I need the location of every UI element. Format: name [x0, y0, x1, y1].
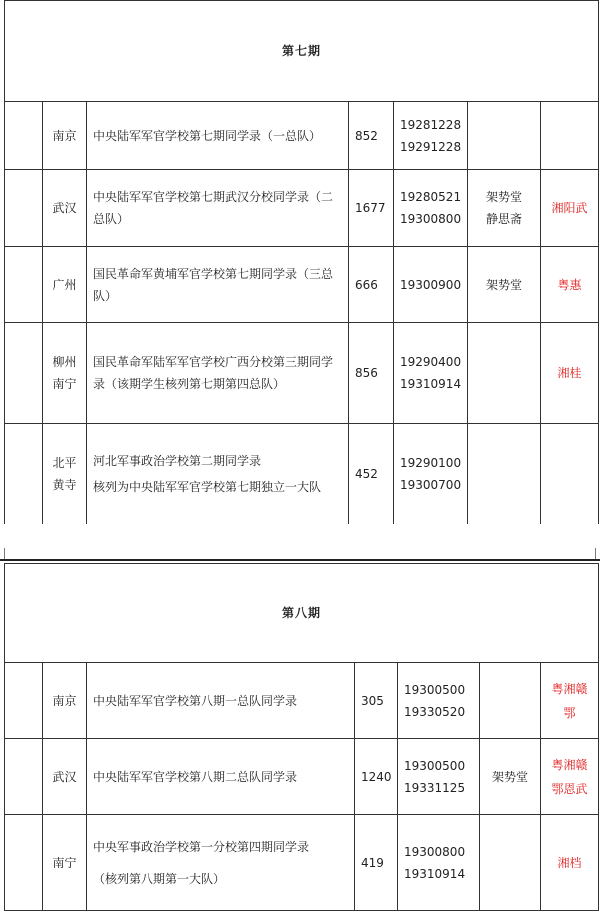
- table-row: [5, 323, 599, 424]
- date-range-cell: [398, 815, 480, 911]
- province-cell: 湘阳武: [541, 170, 599, 247]
- table-row: [5, 815, 599, 911]
- end-date: 19310914: [404, 866, 466, 881]
- province-cell: 粤惠: [541, 247, 599, 323]
- hall-cell: [480, 663, 541, 739]
- date-range-cell: [394, 323, 468, 424]
- hall-cell: 架势堂: [480, 739, 541, 815]
- start-date: 19290400: [400, 355, 462, 369]
- province-cell: 粤湘赣 鄂: [541, 663, 599, 739]
- page-break-line: [0, 559, 600, 561]
- end-date: 19331125: [404, 780, 466, 795]
- hall-cell: [468, 102, 541, 170]
- student-count-cell: 452: [349, 424, 394, 525]
- page-corner-mark: [4, 548, 5, 559]
- province-cell: [541, 102, 599, 170]
- start-date: 19290100: [400, 456, 462, 470]
- period-8-table: [4, 563, 599, 911]
- student-count-cell: 666: [349, 247, 394, 323]
- table-row: [5, 170, 599, 247]
- table-row: [5, 424, 599, 525]
- end-date: 19300700: [400, 478, 462, 492]
- table-row: [5, 663, 599, 739]
- end-date: 19310914: [400, 377, 462, 391]
- page-corner-mark: [595, 548, 596, 559]
- start-date: 19300500: [404, 682, 466, 697]
- province-cell: 湘桂: [541, 323, 599, 424]
- hall-cell: [480, 815, 541, 911]
- location-cell: 南京: [43, 663, 87, 739]
- location-cell: 柳州 南宁: [43, 323, 87, 424]
- yearbook-title-cell: 中央陆军军官学校第八期一总队同学录: [87, 663, 355, 739]
- start-date: 19300900: [400, 277, 462, 292]
- province-cell: 粤湘赣 鄂恩武: [541, 739, 599, 815]
- province-cell: 湘档: [541, 815, 599, 911]
- date-range-cell: [394, 170, 468, 247]
- location-cell: 南宁: [43, 815, 87, 911]
- location-cell: 北平 黄寺: [43, 424, 87, 525]
- yearbook-title-cell: 河北军事政治学校第二期同学录 核列为中央陆军军官学校第七期独立一大队: [87, 424, 349, 525]
- student-count-cell: 1677: [349, 170, 394, 247]
- date-range-cell: [394, 247, 468, 323]
- period-title: 第七期: [5, 1, 599, 102]
- end-date: 19291228: [400, 139, 462, 154]
- date-range-cell: [394, 424, 468, 525]
- table-row: [5, 739, 599, 815]
- end-date: 19300800: [400, 212, 462, 226]
- location-cell: 广州: [43, 247, 87, 323]
- end-date: 19330520: [404, 704, 466, 719]
- start-date: 19280521: [400, 190, 462, 204]
- student-count-cell: 1240: [355, 739, 398, 815]
- yearbook-title-cell: 国民革命军黄埔军官学校第七期同学录（三总队）: [87, 247, 349, 323]
- hall-cell: 架势堂 静思斋: [468, 170, 541, 247]
- yearbook-title-cell: 中央陆军军官学校第八期二总队同学录: [87, 739, 355, 815]
- yearbook-title-cell: 中央军事政治学校第一分校第四期同学录 （核列第八期第一大队）: [87, 815, 355, 911]
- hall-cell: [468, 323, 541, 424]
- start-date: 19300500: [404, 758, 466, 773]
- start-date: 19281228: [400, 117, 462, 132]
- province-cell: [541, 424, 599, 525]
- hall-cell: 架势堂: [468, 247, 541, 323]
- table-row: [5, 102, 599, 170]
- yearbook-title-cell: 中央陆军军官学校第七期同学录（一总队）: [87, 102, 349, 170]
- location-cell: 南京: [43, 102, 87, 170]
- yearbook-title-cell: 中央陆军军官学校第七期武汉分校同学录（二总队）: [87, 170, 349, 247]
- student-count-cell: 305: [355, 663, 398, 739]
- table-row: [5, 247, 599, 323]
- date-range-cell: [398, 739, 480, 815]
- date-range-cell: [394, 102, 468, 170]
- date-range-cell: [398, 663, 480, 739]
- page-break: [0, 524, 600, 563]
- location-cell: 武汉: [43, 739, 87, 815]
- student-count-cell: 856: [349, 323, 394, 424]
- location-cell: 武汉: [43, 170, 87, 247]
- student-count-cell: 419: [355, 815, 398, 911]
- period-title: 第八期: [5, 564, 599, 663]
- student-count-cell: 852: [349, 102, 394, 170]
- table-period-8: [0, 563, 600, 916]
- period-7-table: [4, 0, 599, 525]
- yearbook-title-cell: 国民革命军陆军军官学校广西分校第三期同学录（该期学生核列第七期第四总队）: [87, 323, 349, 424]
- start-date: 19300800: [404, 844, 466, 859]
- hall-cell: [468, 424, 541, 525]
